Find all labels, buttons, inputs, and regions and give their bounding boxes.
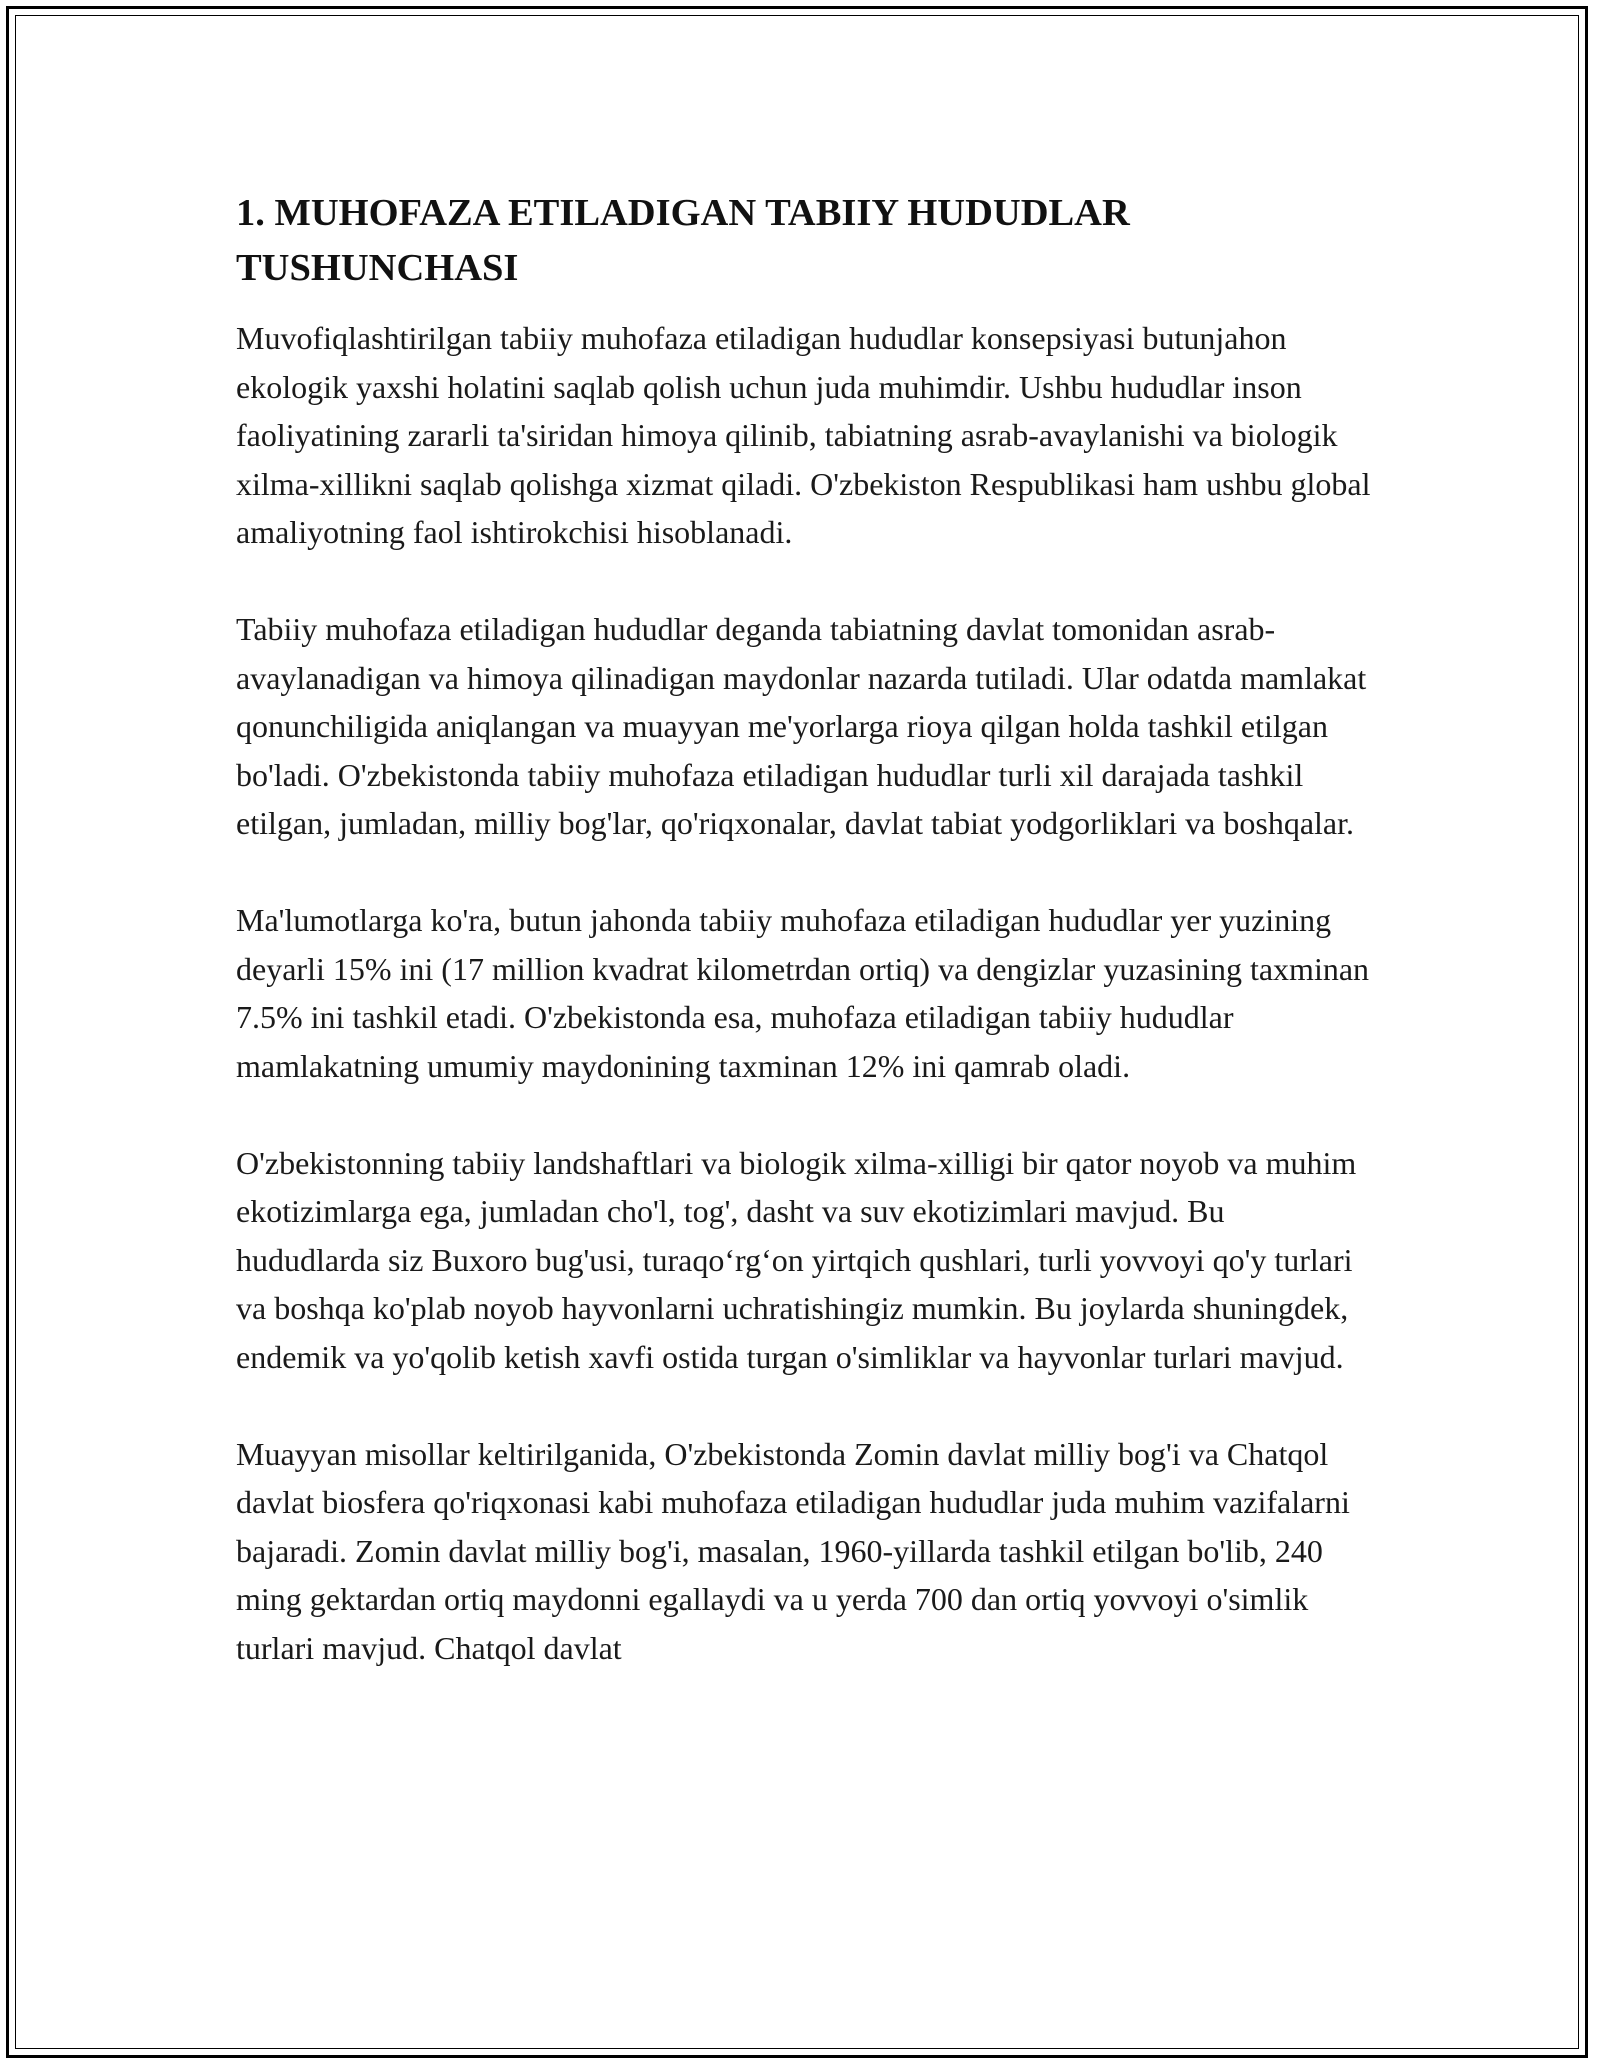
paragraph-1: Muvofiqlashtirilgan tabiiy muhofaza etiladigan hududlar konsepsiyasi butunjahon ekologik yaxshi holatini saqlab qolish uchun juda muhimdir. Ushbu hududlar inson faoliyatining zararli ta'siridan himoya qilinib, tabiatning asrab-avaylanishi va biologik xilma-xillikni saqlab qolishga xizmat qiladi. O'zbekiston Respublikasi ham ushbu global amaliyotning faol ishtirokchisi hisoblanadi.	[236, 320, 1371, 550]
paragraph-4: O'zbekistonning tabiiy landshaftlari va biologik xilma-xilligi bir qator noyob va muhim ekotizimlarga ega, jumladan cho'l, tog', dasht va suv ekotizimlari mavjud. Bu hududlarda siz Buxoro bug'usi, turaqo‘rg‘on yirtqich qushlari, turli yovvoyi qo'y turlari va boshqa ko'plab noyob hayvonlarni uchratishingiz mumkin. Bu joylarda shuningdek, endemik va yo'qolib ketish xavfi ostida turgan o'simliklar va hayvonlar turlari mavjud.	[236, 1144, 1357, 1375]
document-body	[236, 186, 1371, 1721]
page-title: 1. MUHOFAZA ETILADIGAN TABIIY HUDUDLAR TUSHUNCHASI	[236, 192, 1130, 289]
paragraph-3: Ma'lumotlarga ko'ra, butun jahonda tabiiy muhofaza etiladigan hududlar yer yuzining deyarli 15% ini (17 million kvadrat kilometrdan ortiq) va dengizlar yuzasining taxminan 7.5% ini tashkil etadi. O'zbekistonda esa, muhofaza etiladigan tabiiy hududlar mamlakatning umumiy maydonining taxminan 12% ini qamrab oladi.	[236, 902, 1370, 1084]
paragraph-5: Muayyan misollar keltirilganida, O'zbekistonda Zomin davlat milliy bog'i va Chatqol davlat biosfera qo'riqxonasi kabi muhofaza etiladigan hududlar juda muhim vazifalarni bajaradi. Zomin davlat milliy bog'i, masalan, 1960-yillarda tashkil etilgan bo'lib, 240 ming gektardan ortiq maydonni egallaydi va u yerda 700 dan ortiq yovvoyi o'simlik turlari mavjud. Chatqol davlat	[236, 1435, 1350, 1666]
paragraph-2: Tabiiy muhofaza etiladigan hududlar deganda tabiatning davlat tomonidan asrab-avaylanadigan va himoya qilinadigan maydonlar nazarda tutiladi. Ular odatda mamlakat qonunchiligida aniqlangan va muayyan me'yorlarga rioya qilgan holda tashkil etilgan bo'ladi. O'zbekistonda tabiiy muhofaza etiladigan hududlar turli xil darajada tashkil etilgan, jumladan, milliy bog'lar, qo'riqxonalar, davlat tabiat yodgorliklari va boshqalar.	[236, 611, 1367, 841]
